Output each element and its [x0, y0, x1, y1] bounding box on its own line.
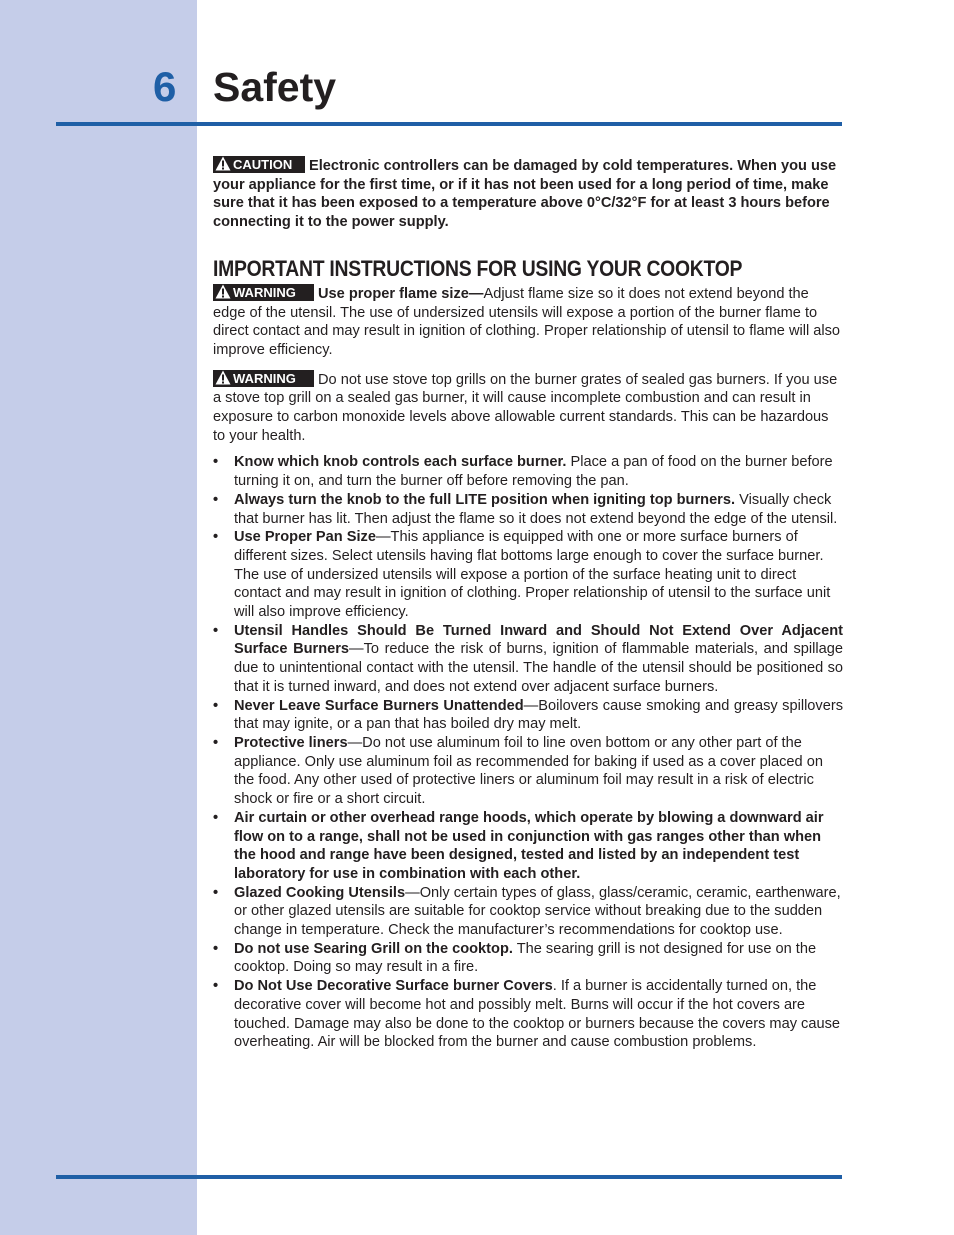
warning-badge — [213, 370, 314, 387]
list-item — [213, 940, 843, 977]
footer-rule — [56, 1175, 842, 1179]
list-item-lead: Utensil Handles Should Be Turned Inward and Should Not Extend Over Adjacent Surface Burners — [234, 622, 843, 658]
list-item-lead: Do not use Searing Grill on the cooktop. — [234, 940, 513, 957]
caution-notice — [213, 156, 843, 232]
list-item-text: —Boilovers cause smoking and greasy spillovers that may ignite, or a pan that has boiled dry may melt. — [234, 697, 843, 733]
list-item — [213, 884, 843, 940]
warning-triangle-icon — [215, 284, 231, 299]
list-item-text: Visually check that burner has lit. Then adjust the flame so it does not extend beyond the edge of the utensil. — [234, 491, 838, 527]
list-item — [213, 622, 843, 697]
list-item-lead: Always turn the knob to the full LITE position when igniting top burners. — [234, 491, 736, 508]
bullet-icon: • — [213, 734, 219, 751]
list-item-lead: Know which knob controls each surface burner. — [234, 454, 567, 471]
list-item — [213, 977, 843, 1052]
warning-badge — [213, 284, 314, 301]
warning-lead: Use proper flame size— — [318, 285, 484, 302]
warning-stove-grills — [213, 370, 843, 446]
warning-flame-size — [213, 284, 843, 360]
list-item-lead: Glazed Cooking Utensils — [234, 884, 406, 901]
bullet-icon: • — [213, 884, 219, 901]
list-item-lead: Protective liners — [234, 734, 348, 751]
list-item — [213, 697, 843, 734]
list-item-text: Place a pan of food on the burner before turning it on, and turn the burner off before removing the pan. — [234, 454, 833, 490]
list-item-text: —This appliance is equipped with one or more surface burners of different sizes. Select utensils having flat bottoms large enough to cover the surface burner. The use of undersized utensils will expose a portion of the surface heating unit to direct contact and may result in ignition of clothing. Proper relationship of utensil to the surface unit will also improve efficiency. — [234, 529, 831, 621]
warning-triangle-icon — [215, 156, 231, 171]
bullet-icon: • — [213, 529, 219, 546]
bullet-icon: • — [213, 697, 219, 714]
main-content — [213, 156, 843, 1052]
warning-text: Adjust flame size so it does not extend beyond the edge of the utensil. The use of undersized utensils will expose a portion of the burner flame to direct contact and may result in ignition of clothing. Proper relationship of utensil to flame will also improve efficiency. — [213, 285, 841, 358]
list-item-lead: Use Proper Pan Size — [234, 529, 376, 546]
bullet-icon: • — [213, 491, 219, 508]
bullet-icon: • — [213, 622, 219, 639]
list-item-text: —To reduce the risk of burns, ignition of flammable materials, and spillage due to unintentional contact with the utensil. The handle of the utensil should be positioned so that it is turned inward, and does not extend over adjacent surface burners. — [234, 641, 843, 695]
section-heading: IMPORTANT INSTRUCTIONS FOR USING YOUR COOKTOP — [213, 255, 743, 281]
list-item-text: —Do not use aluminum foil to line oven bottom or any other part of the appliance. Only use aluminum foil as recommended for baking if used as a cover placed on the food. Any other used of protective liners or aluminum foil may result in a risk of electric shock or fire or a short circuit. — [234, 734, 823, 808]
bullet-icon: • — [213, 940, 219, 957]
bullet-icon: • — [213, 978, 219, 995]
list-item-text: —Only certain types of glass, glass/ceramic, ceramic, earthenware, or other glazed utensils are suitable for cooktop service without breaking due to the sudden change in temperature. Check the manufacturer’s recommendations for cooktop use. — [234, 884, 841, 939]
caution-text: Electronic controllers can be damaged by cold temperatures. When you use your appliance for the first time, or if it has not been used for a long period of time, make sure that it has been exposed to a temperature above 0°C/32°F for at least 3 hours before connecting it to the power supply. — [213, 158, 837, 231]
bullet-icon: • — [213, 454, 219, 471]
header-rule — [56, 122, 842, 126]
list-item — [213, 528, 843, 622]
page-title: Safety — [213, 64, 337, 110]
warning-text: Do not use stove top grills on the burner grates of sealed gas burners. If you use a stove top grill on a sealed gas burner, it will cause incomplete combustion and can result in exposure to carbon monoxide levels above allowable current standards. This can be hazardous to your health. — [213, 371, 838, 444]
side-band — [0, 0, 197, 1235]
caution-badge-label: CAUTION — [233, 157, 293, 172]
list-item-lead: Air curtain or other overhead range hoods, which operate by blowing a downward air flow on to a range, shall not be used in conjunction with gas ranges other than when the hood and range have been designed, tested and listed by an independent test laboratory for use in combination with each other. — [234, 809, 824, 882]
warning-badge-label: WARNING — [233, 284, 296, 300]
list-item-lead: Never Leave Surface Burners Unattended — [234, 697, 524, 714]
spacer — [213, 360, 843, 370]
list-item — [213, 453, 843, 490]
warning-triangle-icon — [215, 370, 231, 385]
list-item-lead: Do Not Use Decorative Surface burner Covers — [234, 978, 553, 995]
list-item — [213, 809, 843, 884]
bullet-icon: • — [213, 809, 219, 826]
caution-badge — [213, 156, 305, 173]
instruction-list — [213, 453, 843, 1052]
warning-badge-label: WARNING — [233, 370, 296, 386]
page-number: 6 — [153, 63, 177, 110]
list-item-text: . If a burner is accidentally turned on, the decorative cover will become hot and possibly melt. Burns will occur if the hot covers are touched. Damage may also be done to the cooktop or burners because the covers may cause overheating. Air will be blocked from the burner and cause combustion problems. — [234, 978, 840, 1051]
list-item — [213, 491, 843, 528]
list-item — [213, 734, 843, 809]
list-item-text: The searing grill is not designed for use on the cooktop. Doing so may result in a fire. — [234, 940, 817, 976]
